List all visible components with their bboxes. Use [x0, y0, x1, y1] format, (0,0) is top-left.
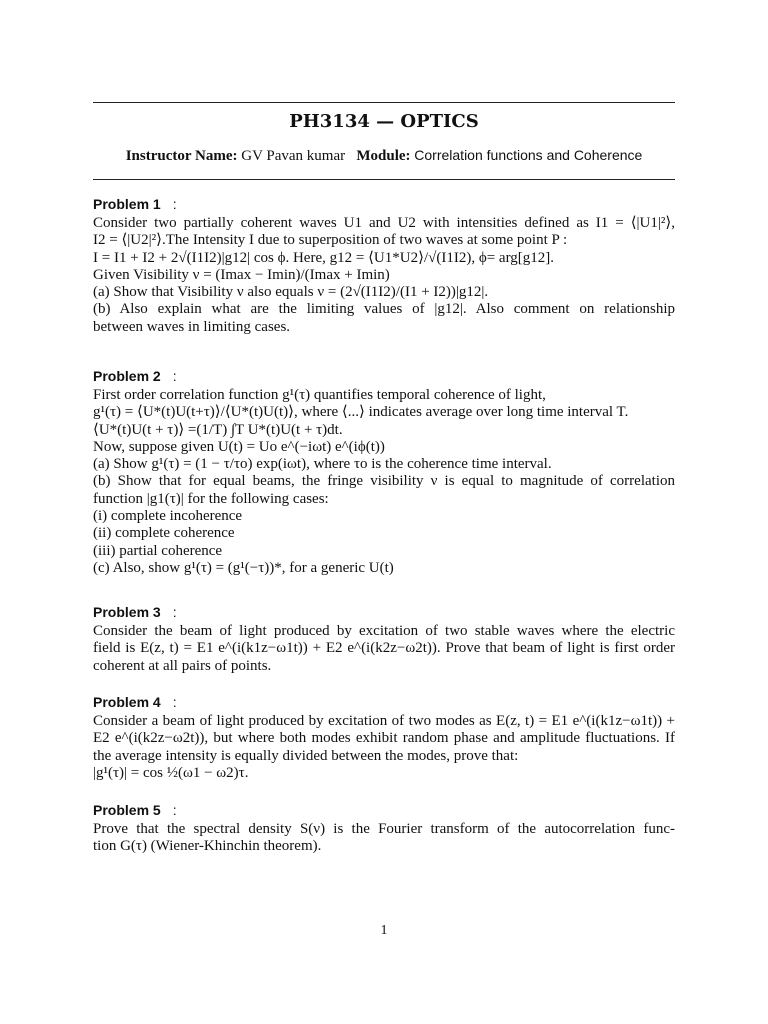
problem-title — [93, 802, 675, 819]
problem-line: (c) Also, show g¹(τ) = (g¹(−τ))*, for a generic U(t) — [93, 559, 394, 576]
instructor-name: GV Pavan kumar — [241, 148, 346, 164]
problem-line: (ii) complete coherence — [93, 525, 235, 542]
problem-colon: : — [172, 604, 177, 620]
instructor-label: Instructor Name: — [125, 148, 238, 164]
problem-line: Consider two partially coherent waves U1 and U2 with intensities defined as I1 = ⟨|U1|²⟩, — [93, 215, 675, 231]
problem-title-text: Problem 2 — [93, 368, 161, 384]
problem-colon: : — [172, 196, 177, 212]
problem-colon: : — [172, 802, 177, 818]
module-label: Module: — [356, 148, 411, 164]
header-rule — [93, 179, 675, 180]
header-info — [93, 147, 675, 165]
problem-line: g¹(τ) = ⟨U*(t)U(t+τ)⟩/⟨U*(t)U(t)⟩, where ⟨...⟩ indicates average over long time interval T. — [93, 404, 629, 421]
problem-line: |g¹(τ)| = cos ½(ω1 − ω2)τ. — [93, 764, 249, 781]
problem-line: the average intensity is equally divided between the modes, prove that: — [93, 747, 519, 764]
problem-line: Consider the beam of light produced by excitation of two stable waves where the electric — [93, 623, 675, 639]
problem-line: field is E(z, t) = E1 e^(i(k1z−ω1t)) + E2 e^(i(k2z−ω2t)). Prove that beam of light is first order — [93, 640, 675, 657]
problem-line: (a) Show that Visibility ν also equals ν = (2√(I1I2)/(I1 + I2))|g12|. — [93, 284, 489, 301]
problem-title — [93, 368, 675, 385]
problem-line: E2 e^(i(k2z−ω2t)), but where both modes exhibit random phase and amplitude fluctuations. If — [93, 730, 675, 747]
problem-line: Prove that the spectral density S(ν) is the Fourier transform of the autocorrelation func- — [93, 821, 675, 837]
problem-line: I = I1 + I2 + 2√(I1I2)|g12| cos ϕ. Here, g12 = ⟨U1*U2⟩/√(I1I2), ϕ= arg[g12]. — [93, 249, 555, 266]
problem-line: between waves in limiting cases. — [93, 318, 291, 335]
problem-line: (b) Show that for equal beams, the fringe visibility ν is equal to magnitude of correlation — [93, 473, 675, 490]
course-title: PH3134 — OPTICS — [289, 111, 479, 132]
module-name: Correlation functions and Coherence — [414, 147, 643, 163]
problem-line: coherent at all pairs of points. — [93, 657, 272, 674]
problem-line: Now, suppose given U(t) = Uo e^(−iωt) e^(iϕ(t)) — [93, 438, 385, 455]
problem-title — [93, 694, 675, 711]
problem-title-text: Problem 5 — [93, 802, 161, 818]
problem-title-text: Problem 1 — [93, 196, 161, 212]
problem-4 — [93, 694, 675, 782]
problem-line: I2 = ⟨|U2|²⟩.The Intensity I due to superposition of two waves at some point P : — [93, 232, 568, 249]
problem-line: First order correlation function g¹(τ) quantifies temporal coherence of light, — [93, 387, 546, 403]
problem-line: (b) Also explain what are the limiting values of |g12|. Also comment on relationship — [93, 301, 675, 318]
problem-line: (iii) partial coherence — [93, 542, 223, 559]
problem-colon: : — [172, 694, 177, 710]
problem-title — [93, 196, 675, 213]
problem-line: ⟨U*(t)U(t + τ)⟩ =(1/T) ∫T U*(t)U(t + τ)dt. — [93, 421, 343, 438]
problem-title-text: Problem 3 — [93, 604, 161, 620]
page-number: 1 — [380, 923, 388, 938]
problem-title-text: Problem 4 — [93, 694, 161, 710]
problem-title — [93, 604, 675, 621]
problem-line: Given Visibility ν = (Imax − Imin)/(Imax + Imin) — [93, 266, 390, 283]
problem-line: (i) complete incoherence — [93, 508, 243, 525]
problem-line: (a) Show g¹(τ) = (1 − τ/τo) exp(iωt), where τo is the coherence time interval. — [93, 456, 552, 473]
problem-5 — [93, 802, 675, 856]
problem-line: tion G(τ) (Wiener-Khinchin theorem). — [93, 838, 322, 855]
problem-1 — [93, 196, 675, 336]
problem-line: Consider a beam of light produced by excitation of two modes as E(z, t) = E1 e^(i(k1z−ω1t)) + — [93, 713, 675, 729]
problem-colon: : — [172, 368, 177, 384]
problem-line: function |g1(τ)| for the following cases: — [93, 490, 329, 507]
problem-2 — [93, 368, 675, 577]
top-rule — [93, 102, 675, 103]
problem-3 — [93, 604, 675, 675]
